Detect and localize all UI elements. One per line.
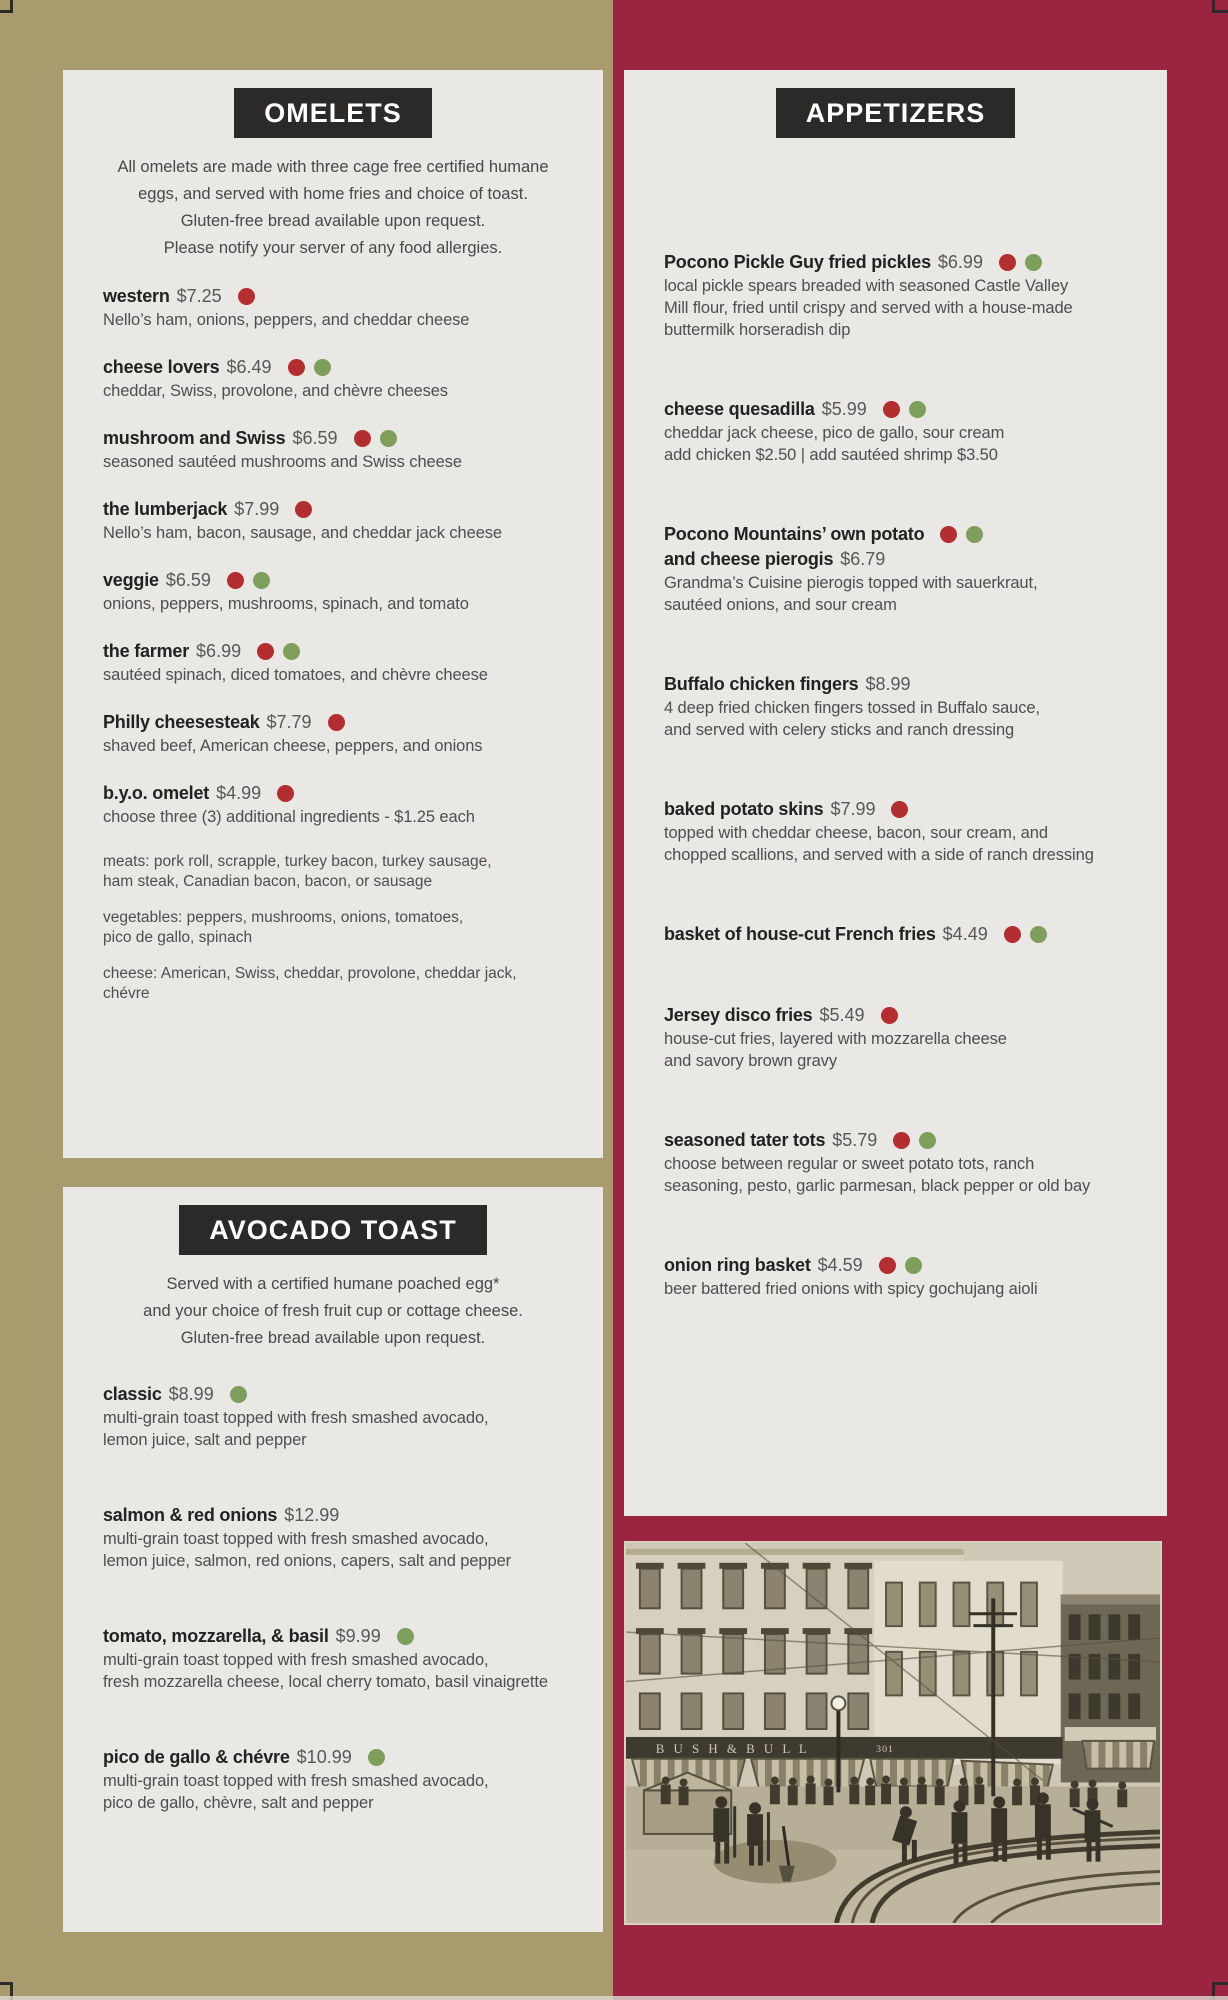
item-description-line: and savory brown gravy — [664, 1052, 837, 1070]
item-description-line: sautéed spinach, diced tomatoes, and chèvre cheese — [103, 666, 488, 684]
item-name: basket of house-cut French fries — [664, 924, 936, 944]
item-description-line: lemon juice, salmon, red onions, capers, salt and pepper — [103, 1552, 512, 1570]
dietary-dots — [288, 359, 331, 376]
item-description-line: multi-grain toast topped with fresh smashed avocado, — [103, 1772, 489, 1790]
red-dot-icon — [238, 288, 255, 305]
dietary-dots — [328, 714, 345, 731]
intro-line: Served with a certified humane poached egg* — [166, 1275, 500, 1293]
avocado-toast-section-title: AVOCADO TOAST — [179, 1205, 487, 1255]
item-price: $5.99 — [821, 399, 867, 419]
item-name: Pocono Pickle Guy fried pickles — [664, 252, 931, 272]
red-dot-icon — [295, 501, 312, 518]
item-name: tomato, mozzarella, & basil — [103, 1626, 329, 1646]
item-price: $12.99 — [284, 1505, 340, 1525]
dietary-dots — [883, 401, 926, 418]
item-name: Pocono Mountains’ own potato — [664, 524, 925, 544]
item-description-line: beer battered fried onions with spicy gochujang aioli — [664, 1280, 1038, 1298]
menu-item — [103, 1624, 563, 1693]
dietary-dots — [940, 526, 983, 543]
menu-item — [103, 639, 563, 686]
item-description-line: sautéed onions, and sour cream — [664, 596, 897, 614]
omelets-item-list — [103, 284, 563, 828]
red-dot-icon — [354, 430, 371, 447]
dietary-dots — [227, 572, 270, 589]
item-description-line: seasoning, pesto, garlic parmesan, black pepper or old bay — [664, 1177, 1091, 1195]
red-dot-icon — [277, 785, 294, 802]
item-description-line: cheddar, Swiss, provolone, and chèvre cheeses — [103, 382, 448, 400]
menu-item — [664, 672, 1127, 741]
dietary-dots — [295, 501, 312, 518]
item-name: Buffalo chicken fingers — [664, 674, 859, 694]
item-description-line: onions, peppers, mushrooms, spinach, and tomato — [103, 595, 469, 613]
menu-item — [103, 1503, 563, 1572]
item-price: $7.99 — [830, 799, 876, 819]
item-price: $7.25 — [176, 286, 222, 306]
item-name: baked potato skins — [664, 799, 824, 819]
menu-item — [103, 781, 563, 828]
item-name: Philly cheesesteak — [103, 712, 260, 732]
historic-photo-illustration — [626, 1543, 1160, 1923]
byo-ingredient-note — [103, 852, 563, 892]
byo-ingredient-note — [103, 908, 563, 948]
item-price: $6.59 — [292, 428, 338, 448]
item-description-line: seasoned sautéed mushrooms and Swiss cheese — [103, 453, 462, 471]
menu-item — [664, 397, 1127, 466]
menu-item — [664, 922, 1127, 947]
item-description-line: pico de gallo, chèvre, salt and pepper — [103, 1794, 374, 1812]
dietary-dots — [277, 785, 294, 802]
item-name: the farmer — [103, 641, 190, 661]
historic-photo — [624, 1541, 1162, 1925]
page-bottom-edge — [0, 1996, 1228, 2000]
menu-item — [664, 797, 1127, 866]
item-description-line: multi-grain toast topped with fresh smashed avocado, — [103, 1409, 489, 1427]
dietary-dots — [879, 1257, 922, 1274]
green-dot-icon — [368, 1749, 385, 1766]
item-price: $6.59 — [165, 570, 211, 590]
menu-item — [103, 1382, 563, 1451]
omelets-intro — [103, 154, 563, 262]
item-price: $4.49 — [942, 924, 988, 944]
appetizers-card — [624, 70, 1167, 1516]
item-description-line: choose between regular or sweet potato tots, ranch — [664, 1155, 1035, 1173]
item-name: Jersey disco fries — [664, 1005, 813, 1025]
dietary-dots — [354, 430, 397, 447]
menu-item — [664, 250, 1127, 341]
item-price: $6.99 — [937, 252, 983, 272]
item-description-line: shaved beef, American cheese, peppers, and onions — [103, 737, 483, 755]
item-name: cheese lovers — [103, 357, 220, 377]
item-price: $5.49 — [819, 1005, 865, 1025]
dietary-dots — [257, 643, 300, 660]
dietary-dots — [1004, 926, 1047, 943]
item-price: $9.99 — [335, 1626, 381, 1646]
red-dot-icon — [883, 401, 900, 418]
item-name: b.y.o. omelet — [103, 783, 210, 803]
item-description-line: choose three (3) additional ingredients - $1.25 each — [103, 808, 475, 826]
item-name: the lumberjack — [103, 499, 228, 519]
item-description-line: Mill flour, fried until crispy and served with a house-made — [664, 299, 1073, 317]
green-dot-icon — [253, 572, 270, 589]
avocado-toast-card — [63, 1187, 603, 1932]
red-dot-icon — [879, 1257, 896, 1274]
item-description-line: topped with cheddar cheese, bacon, sour cream, and — [664, 824, 1048, 842]
green-dot-icon — [1025, 254, 1042, 271]
item-name: western — [103, 286, 170, 306]
dietary-dots — [368, 1749, 385, 1766]
item-description-line: local pickle spears breaded with seasoned Castle Valley — [664, 277, 1069, 295]
green-dot-icon — [966, 526, 983, 543]
item-description-line: Nello’s ham, onions, peppers, and cheddar cheese — [103, 311, 470, 329]
item-description-line: and served with celery sticks and ranch dressing — [664, 721, 1015, 739]
red-dot-icon — [940, 526, 957, 543]
avocado-toast-intro — [103, 1271, 563, 1352]
item-description-line: Nello’s ham, bacon, sausage, and cheddar jack cheese — [103, 524, 503, 542]
menu-item — [103, 497, 563, 544]
item-price: $6.79 — [840, 549, 886, 569]
item-price: $8.99 — [168, 1384, 214, 1404]
item-price: $4.99 — [216, 783, 262, 803]
item-price: $8.99 — [865, 674, 911, 694]
dietary-dots — [893, 1132, 936, 1149]
item-description-line: 4 deep fried chicken fingers tossed in Buffalo sauce, — [664, 699, 1040, 717]
green-dot-icon — [1030, 926, 1047, 943]
item-description-line: fresh mozzarella cheese, local cherry tomato, basil vinaigrette — [103, 1673, 548, 1691]
item-name: pico de gallo & chévre — [103, 1747, 290, 1767]
menu-item — [103, 426, 563, 473]
item-description-line: buttermilk horseradish dip — [664, 321, 851, 339]
byo-ingredient-note — [103, 964, 563, 1004]
dietary-dots — [999, 254, 1042, 271]
item-price: $7.99 — [234, 499, 280, 519]
intro-line: Please notify your server of any food allergies. — [163, 239, 503, 257]
red-dot-icon — [893, 1132, 910, 1149]
menu-item — [103, 355, 563, 402]
item-price: $7.79 — [266, 712, 312, 732]
dietary-dots — [230, 1386, 247, 1403]
red-dot-icon — [881, 1007, 898, 1024]
note-line: cheese: American, Swiss, cheddar, provolone, cheddar jack, chévre — [103, 965, 517, 1002]
item-description-line: multi-grain toast topped with fresh smashed avocado, — [103, 1651, 489, 1669]
green-dot-icon — [397, 1628, 414, 1645]
red-dot-icon — [1004, 926, 1021, 943]
green-dot-icon — [314, 359, 331, 376]
item-name: cheese quesadilla — [664, 399, 815, 419]
item-description-line: house-cut fries, layered with mozzarella cheese — [664, 1030, 1007, 1048]
menu-item — [103, 1745, 563, 1814]
item-name: onion ring basket — [664, 1255, 811, 1275]
intro-line: Gluten-free bread available upon request. — [180, 1329, 486, 1347]
menu-item — [103, 568, 563, 615]
note-line: ham steak, Canadian bacon, bacon, or sausage — [103, 873, 433, 890]
menu-item — [664, 1003, 1127, 1072]
item-price: $4.59 — [817, 1255, 863, 1275]
crop-mark-top-right — [1212, 0, 1228, 13]
green-dot-icon — [230, 1386, 247, 1403]
intro-line: eggs, and served with home fries and choice of toast. — [138, 185, 528, 203]
omelets-card — [63, 70, 603, 1158]
dietary-dots — [891, 801, 908, 818]
dietary-dots — [397, 1628, 414, 1645]
menu-item — [103, 710, 563, 757]
red-dot-icon — [999, 254, 1016, 271]
appetizers-item-list — [664, 250, 1127, 1300]
item-price: $6.99 — [196, 641, 242, 661]
item-name: salmon & red onions — [103, 1505, 278, 1525]
item-price: $5.79 — [832, 1130, 878, 1150]
item-description-line: multi-grain toast topped with fresh smashed avocado, — [103, 1530, 489, 1548]
item-description-line: add chicken $2.50 | add sautéed shrimp $3.50 — [664, 446, 998, 464]
item-name: classic — [103, 1384, 162, 1404]
appetizers-section-title: APPETIZERS — [776, 88, 1016, 138]
menu-item — [664, 1128, 1127, 1197]
red-dot-icon — [891, 801, 908, 818]
green-dot-icon — [919, 1132, 936, 1149]
photo-sign-text: B U S H & B U L L — [655, 1741, 810, 1756]
red-dot-icon — [257, 643, 274, 660]
green-dot-icon — [283, 643, 300, 660]
omelets-byo-notes — [103, 852, 563, 1004]
intro-line: Gluten-free bread available upon request. — [180, 212, 486, 230]
item-name-line2: and cheese pierogis — [664, 549, 834, 569]
note-line: pico de gallo, spinach — [103, 929, 253, 946]
note-line: vegetables: peppers, mushrooms, onions, tomatoes, — [103, 909, 464, 926]
item-name: mushroom and Swiss — [103, 428, 286, 448]
menu-item — [103, 284, 563, 331]
intro-line: and your choice of fresh fruit cup or cottage cheese. — [143, 1302, 523, 1320]
menu-item — [664, 522, 1127, 616]
item-description-line: lemon juice, salt and pepper — [103, 1431, 307, 1449]
item-description-line: Grandma’s Cuisine pierogis topped with sauerkraut, — [664, 574, 1038, 592]
item-description-line: cheddar jack cheese, pico de gallo, sour cream — [664, 424, 1005, 442]
photo-sign-number: 301 — [876, 1743, 894, 1755]
green-dot-icon — [909, 401, 926, 418]
item-name: seasoned tater tots — [664, 1130, 826, 1150]
menu-item — [664, 1253, 1127, 1300]
green-dot-icon — [905, 1257, 922, 1274]
red-dot-icon — [328, 714, 345, 731]
red-dot-icon — [288, 359, 305, 376]
item-description-line: chopped scallions, and served with a side of ranch dressing — [664, 846, 1094, 864]
avocado-toast-item-list — [103, 1382, 563, 1814]
omelets-section-title: OMELETS — [234, 88, 432, 138]
note-line: meats: pork roll, scrapple, turkey bacon, turkey sausage, — [103, 853, 492, 870]
crop-mark-top-left — [0, 0, 13, 13]
green-dot-icon — [380, 430, 397, 447]
dietary-dots — [881, 1007, 898, 1024]
item-price: $10.99 — [296, 1747, 352, 1767]
intro-line: All omelets are made with three cage free certified humane — [117, 158, 549, 176]
dietary-dots — [238, 288, 255, 305]
item-price: $6.49 — [226, 357, 272, 377]
red-dot-icon — [227, 572, 244, 589]
item-name: veggie — [103, 570, 159, 590]
